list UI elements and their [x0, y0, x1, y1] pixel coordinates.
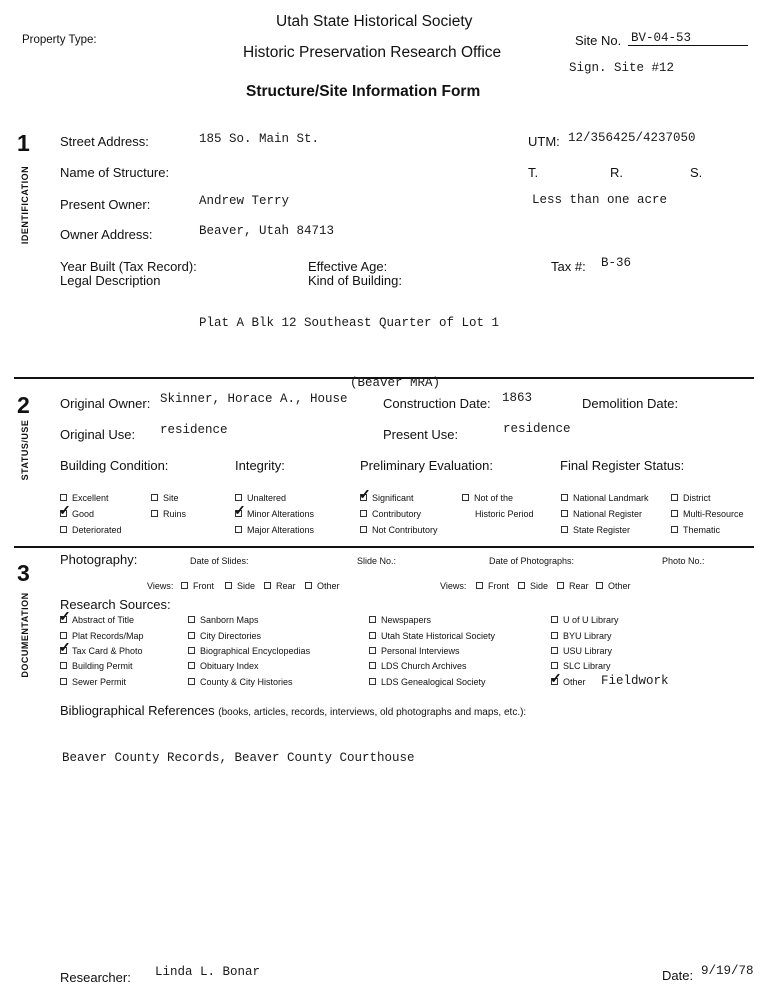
integrity-label: Integrity: — [235, 458, 285, 473]
checkbox-box-checked[interactable] — [360, 494, 367, 501]
checkbox-box[interactable] — [369, 662, 376, 669]
checkbox-ruins[interactable] — [151, 509, 186, 519]
researcher-label: Researcher: — [60, 970, 131, 985]
checkbox-box[interactable] — [235, 494, 242, 501]
checkbox-label: Deteriorated — [72, 525, 122, 535]
section-3-side-label: DOCUMENTATION — [20, 592, 30, 678]
bibliographical-references-value: Beaver County Records, Beaver County Courthouse — [62, 751, 415, 765]
checkbox-label: Front — [488, 581, 510, 591]
checkbox-box[interactable] — [551, 662, 558, 669]
checkbox-box[interactable] — [561, 494, 568, 501]
historic-period-label: Historic Period — [475, 509, 534, 519]
checkbox-district[interactable] — [671, 493, 711, 503]
date-label: Date: — [662, 968, 694, 983]
checkbox-box[interactable] — [462, 494, 469, 501]
checkbox-label: Sanborn Maps — [200, 615, 259, 625]
year-built-label: Year Built (Tax Record): — [60, 259, 197, 274]
utm-label: UTM: — [528, 134, 560, 149]
tax-no-value: B-36 — [601, 256, 632, 270]
source-byu-library[interactable] — [551, 631, 612, 641]
preliminary-evaluation-label: Preliminary Evaluation: — [360, 458, 493, 473]
utm-value: 12/356425/4237050 — [568, 131, 696, 145]
checkbox-label: Major Alterations — [247, 525, 315, 535]
checkbox-label: Excellent — [72, 493, 109, 503]
checkbox-box[interactable] — [671, 494, 678, 501]
source-other[interactable] — [551, 677, 586, 687]
section-2-number: 2 — [17, 392, 30, 418]
checkbox-label: Obituary Index — [200, 661, 259, 671]
source-obituary-index[interactable] — [188, 661, 259, 671]
section-1-number: 1 — [17, 130, 30, 156]
checkbox-box-checked[interactable] — [60, 616, 67, 623]
checkbox-box[interactable] — [60, 632, 67, 639]
source-newspapers[interactable] — [369, 615, 431, 625]
checkbox-box[interactable] — [369, 616, 376, 623]
section-3-number: 3 — [17, 560, 30, 586]
bibliographical-references-label — [60, 703, 526, 718]
effective-age-label: Effective Age: — [308, 259, 388, 274]
checkbox-label: Abstract of Title — [72, 615, 135, 625]
checkbox-contributory[interactable] — [360, 509, 421, 519]
checkbox-box[interactable] — [264, 582, 271, 589]
checkbox-box[interactable] — [360, 526, 367, 533]
present-use-value: residence — [503, 422, 571, 436]
source-other-value: Fieldwork — [601, 674, 669, 688]
checkbox-label: Biographical Encyclopedias — [200, 646, 311, 656]
checkbox-box[interactable] — [60, 662, 67, 669]
section-2-side-label: STATUS/USE — [20, 419, 30, 481]
source-plat-records[interactable] — [60, 631, 144, 641]
checkbox-box[interactable] — [557, 582, 564, 589]
checkbox-label: Unaltered — [247, 493, 287, 503]
checkbox-box[interactable] — [561, 510, 568, 517]
checkbox-deteriorated[interactable] — [60, 525, 122, 535]
slide-view-front[interactable] — [181, 581, 214, 591]
site-no-line — [628, 45, 748, 46]
checkbox-label: Rear — [569, 581, 589, 591]
source-personal-interviews[interactable] — [369, 646, 460, 656]
checkbox-box-checked[interactable] — [551, 678, 558, 685]
slide-views-label: Views: — [147, 581, 174, 591]
biblio-title: Bibliographical References — [60, 703, 215, 718]
checkbox-box[interactable] — [60, 494, 67, 501]
owner-address-label: Owner Address: — [60, 227, 153, 242]
date-value: 9/19/78 — [701, 964, 754, 978]
checkbox-label: BYU Library — [563, 631, 612, 641]
checkbox-label: Other — [317, 581, 340, 591]
photo-view-front[interactable] — [476, 581, 509, 591]
source-city-directories[interactable] — [188, 631, 261, 641]
date-of-photographs-label: Date of Photographs: — [489, 556, 575, 566]
checkbox-label: Front — [193, 581, 215, 591]
office-name: Historic Preservation Research Office — [243, 44, 502, 61]
range-label: R. — [610, 165, 623, 180]
checkbox-box[interactable] — [369, 678, 376, 685]
name-of-structure-label: Name of Structure: — [60, 165, 170, 180]
biblio-note: (books, articles, records, interviews, old photographs and maps, etc.): — [218, 707, 527, 718]
checkbox-site[interactable] — [151, 493, 179, 503]
checkbox-label: Not of the — [474, 493, 514, 503]
checkbox-box[interactable] — [369, 632, 376, 639]
present-owner-label: Present Owner: — [60, 197, 151, 212]
checkbox-national-landmark[interactable] — [561, 493, 649, 503]
source-building-permit[interactable] — [60, 661, 133, 671]
site-no-label: Site No. — [575, 33, 622, 48]
acreage-value: Less than one acre — [532, 193, 668, 207]
present-owner-value: Andrew Terry — [199, 194, 290, 208]
final-register-status-label: Final Register Status: — [560, 458, 685, 473]
demolition-date-label: Demolition Date: — [582, 396, 679, 411]
checkbox-box[interactable] — [476, 582, 483, 589]
checkbox-label: Personal Interviews — [381, 646, 460, 656]
checkbox-label: Building Permit — [72, 661, 133, 671]
section-divider-2 — [14, 546, 754, 548]
checkbox-label: Thematic — [683, 525, 721, 535]
source-biographical-encyclopedias[interactable] — [188, 646, 310, 656]
original-owner-value: Skinner, Horace A., House — [160, 392, 348, 406]
source-tax-card[interactable] — [60, 646, 143, 656]
checkbox-box[interactable] — [188, 662, 195, 669]
checkbox-not-contributory[interactable] — [360, 525, 438, 535]
checkbox-box[interactable] — [671, 510, 678, 517]
checkbox-label: County & City Histories — [200, 677, 293, 687]
slide-view-side[interactable] — [225, 581, 255, 591]
checkbox-label: City Directories — [200, 631, 262, 641]
checkbox-label: Multi-Resource — [683, 509, 744, 519]
checkbox-box[interactable] — [596, 582, 603, 589]
checkbox-box[interactable] — [235, 526, 242, 533]
checkbox-box[interactable] — [561, 526, 568, 533]
checkbox-label: Side — [237, 581, 256, 591]
source-abstract-of-title[interactable] — [60, 615, 134, 625]
researcher-value: Linda L. Bonar — [155, 965, 261, 979]
photo-views-label: Views: — [440, 581, 467, 591]
photo-no-label: Photo No.: — [662, 556, 705, 566]
mra-note: (Beaver MRA) — [350, 376, 441, 390]
checkbox-label: Sewer Permit — [72, 677, 127, 687]
checkbox-box[interactable] — [60, 526, 67, 533]
street-address-label: Street Address: — [60, 134, 149, 149]
checkbox-box[interactable] — [181, 582, 188, 589]
checkbox-box[interactable] — [551, 632, 558, 639]
checkbox-box[interactable] — [305, 582, 312, 589]
street-address-value: 185 So. Main St. — [199, 132, 320, 146]
checkbox-label: U of U Library — [563, 615, 619, 625]
section-1-side-label: IDENTIFICATION — [20, 165, 30, 245]
checkbox-box-checked[interactable] — [60, 647, 67, 654]
slide-view-other[interactable] — [305, 581, 340, 591]
checkbox-label: Side — [530, 581, 549, 591]
source-utah-state-historical-society[interactable] — [369, 631, 495, 641]
source-lds-genealogical-society[interactable] — [369, 677, 486, 687]
checkbox-label: Utah State Historical Society — [381, 631, 496, 641]
checkbox-box[interactable] — [188, 678, 195, 685]
source-county-city-histories[interactable] — [188, 677, 293, 687]
checkbox-label: Tax Card & Photo — [72, 646, 143, 656]
checkbox-label: Site — [163, 493, 179, 503]
checkbox-box[interactable] — [369, 647, 376, 654]
checkbox-box-checked[interactable] — [235, 510, 242, 517]
checkbox-label: Newspapers — [381, 615, 432, 625]
checkbox-box[interactable] — [671, 526, 678, 533]
photo-view-other[interactable] — [596, 581, 631, 591]
checkbox-box[interactable] — [551, 616, 558, 623]
source-usu-library[interactable] — [551, 646, 612, 656]
checkbox-box[interactable] — [551, 647, 558, 654]
checkbox-significant[interactable] — [360, 493, 414, 503]
checkbox-box-checked[interactable] — [60, 510, 67, 517]
checkbox-box[interactable] — [60, 678, 67, 685]
owner-address-value: Beaver, Utah 84713 — [199, 224, 335, 238]
slide-view-rear[interactable] — [264, 581, 296, 591]
checkbox-label: Other — [563, 677, 586, 687]
checkbox-box[interactable] — [188, 616, 195, 623]
checkbox-label: National Register — [573, 509, 643, 519]
date-of-slides-label: Date of Slides: — [190, 556, 249, 566]
source-sewer-permit[interactable] — [60, 677, 126, 687]
checkbox-not-of-the-historic-period[interactable] — [462, 493, 513, 503]
checkbox-box[interactable] — [518, 582, 525, 589]
checkbox-label: Minor Alterations — [247, 509, 315, 519]
checkbox-label: District — [683, 493, 711, 503]
photo-view-side[interactable] — [518, 581, 548, 591]
checkbox-box[interactable] — [188, 632, 195, 639]
checkbox-label: Rear — [276, 581, 296, 591]
present-use-label: Present Use: — [383, 427, 459, 442]
checkbox-box[interactable] — [225, 582, 232, 589]
form-title: Structure/Site Information Form — [246, 83, 481, 100]
checkbox-label: Other — [608, 581, 631, 591]
photo-view-rear[interactable] — [557, 581, 589, 591]
checkbox-box[interactable] — [151, 510, 158, 517]
checkbox-state-register[interactable] — [561, 525, 630, 535]
checkbox-multi-resource[interactable] — [671, 509, 744, 519]
original-use-label: Original Use: — [60, 427, 136, 442]
checkbox-box[interactable] — [360, 510, 367, 517]
checkbox-minor-alterations[interactable] — [235, 509, 314, 519]
township-label: T. — [528, 165, 539, 180]
construction-date-label: Construction Date: — [383, 396, 491, 411]
org-name: Utah State Historical Society — [276, 13, 473, 30]
research-sources-label: Research Sources: — [60, 597, 171, 612]
checkbox-label: Significant — [372, 493, 414, 503]
checkbox-label: USU Library — [563, 646, 613, 656]
source-u-of-u-library[interactable] — [551, 615, 619, 625]
checkbox-label: LDS Genealogical Society — [381, 677, 486, 687]
original-owner-label: Original Owner: — [60, 396, 151, 411]
checkbox-national-register[interactable] — [561, 509, 642, 519]
checkbox-label: Plat Records/Map — [72, 631, 144, 641]
checkbox-box[interactable] — [188, 647, 195, 654]
tax-no-label: Tax #: — [551, 259, 586, 274]
checkbox-major-alterations[interactable] — [235, 525, 314, 535]
checkbox-thematic[interactable] — [671, 525, 720, 535]
checkbox-label: Good — [72, 509, 95, 519]
legal-description-value: Plat A Blk 12 Southeast Quarter of Lot 1 — [199, 316, 500, 330]
checkbox-label: Not Contributory — [372, 525, 438, 535]
site-no-value: BV-04-53 — [631, 31, 692, 45]
checkbox-label: State Register — [573, 525, 631, 535]
legal-description-label: Legal Description — [60, 273, 161, 288]
kind-of-building-label: Kind of Building: — [308, 273, 402, 288]
property-type-label: Property Type: — [22, 34, 97, 46]
checkbox-label: National Landmark — [573, 493, 649, 503]
source-lds-church-archives[interactable] — [369, 661, 467, 671]
photography-label: Photography: — [60, 552, 138, 567]
checkbox-label: LDS Church Archives — [381, 661, 467, 671]
checkbox-label: Ruins — [163, 509, 187, 519]
checkbox-label: SLC Library — [563, 661, 611, 671]
slide-no-label: Slide No.: — [357, 556, 397, 566]
checkbox-good[interactable] — [60, 509, 94, 519]
original-use-value: residence — [160, 423, 228, 437]
section-label: S. — [690, 165, 703, 180]
construction-date-value: 1863 — [502, 391, 533, 405]
building-condition-label: Building Condition: — [60, 458, 169, 473]
checkbox-label: Contributory — [372, 509, 422, 519]
sign-site: Sign. Site #12 — [569, 61, 675, 75]
checkbox-box[interactable] — [151, 494, 158, 501]
source-sanborn-maps[interactable] — [188, 615, 259, 625]
